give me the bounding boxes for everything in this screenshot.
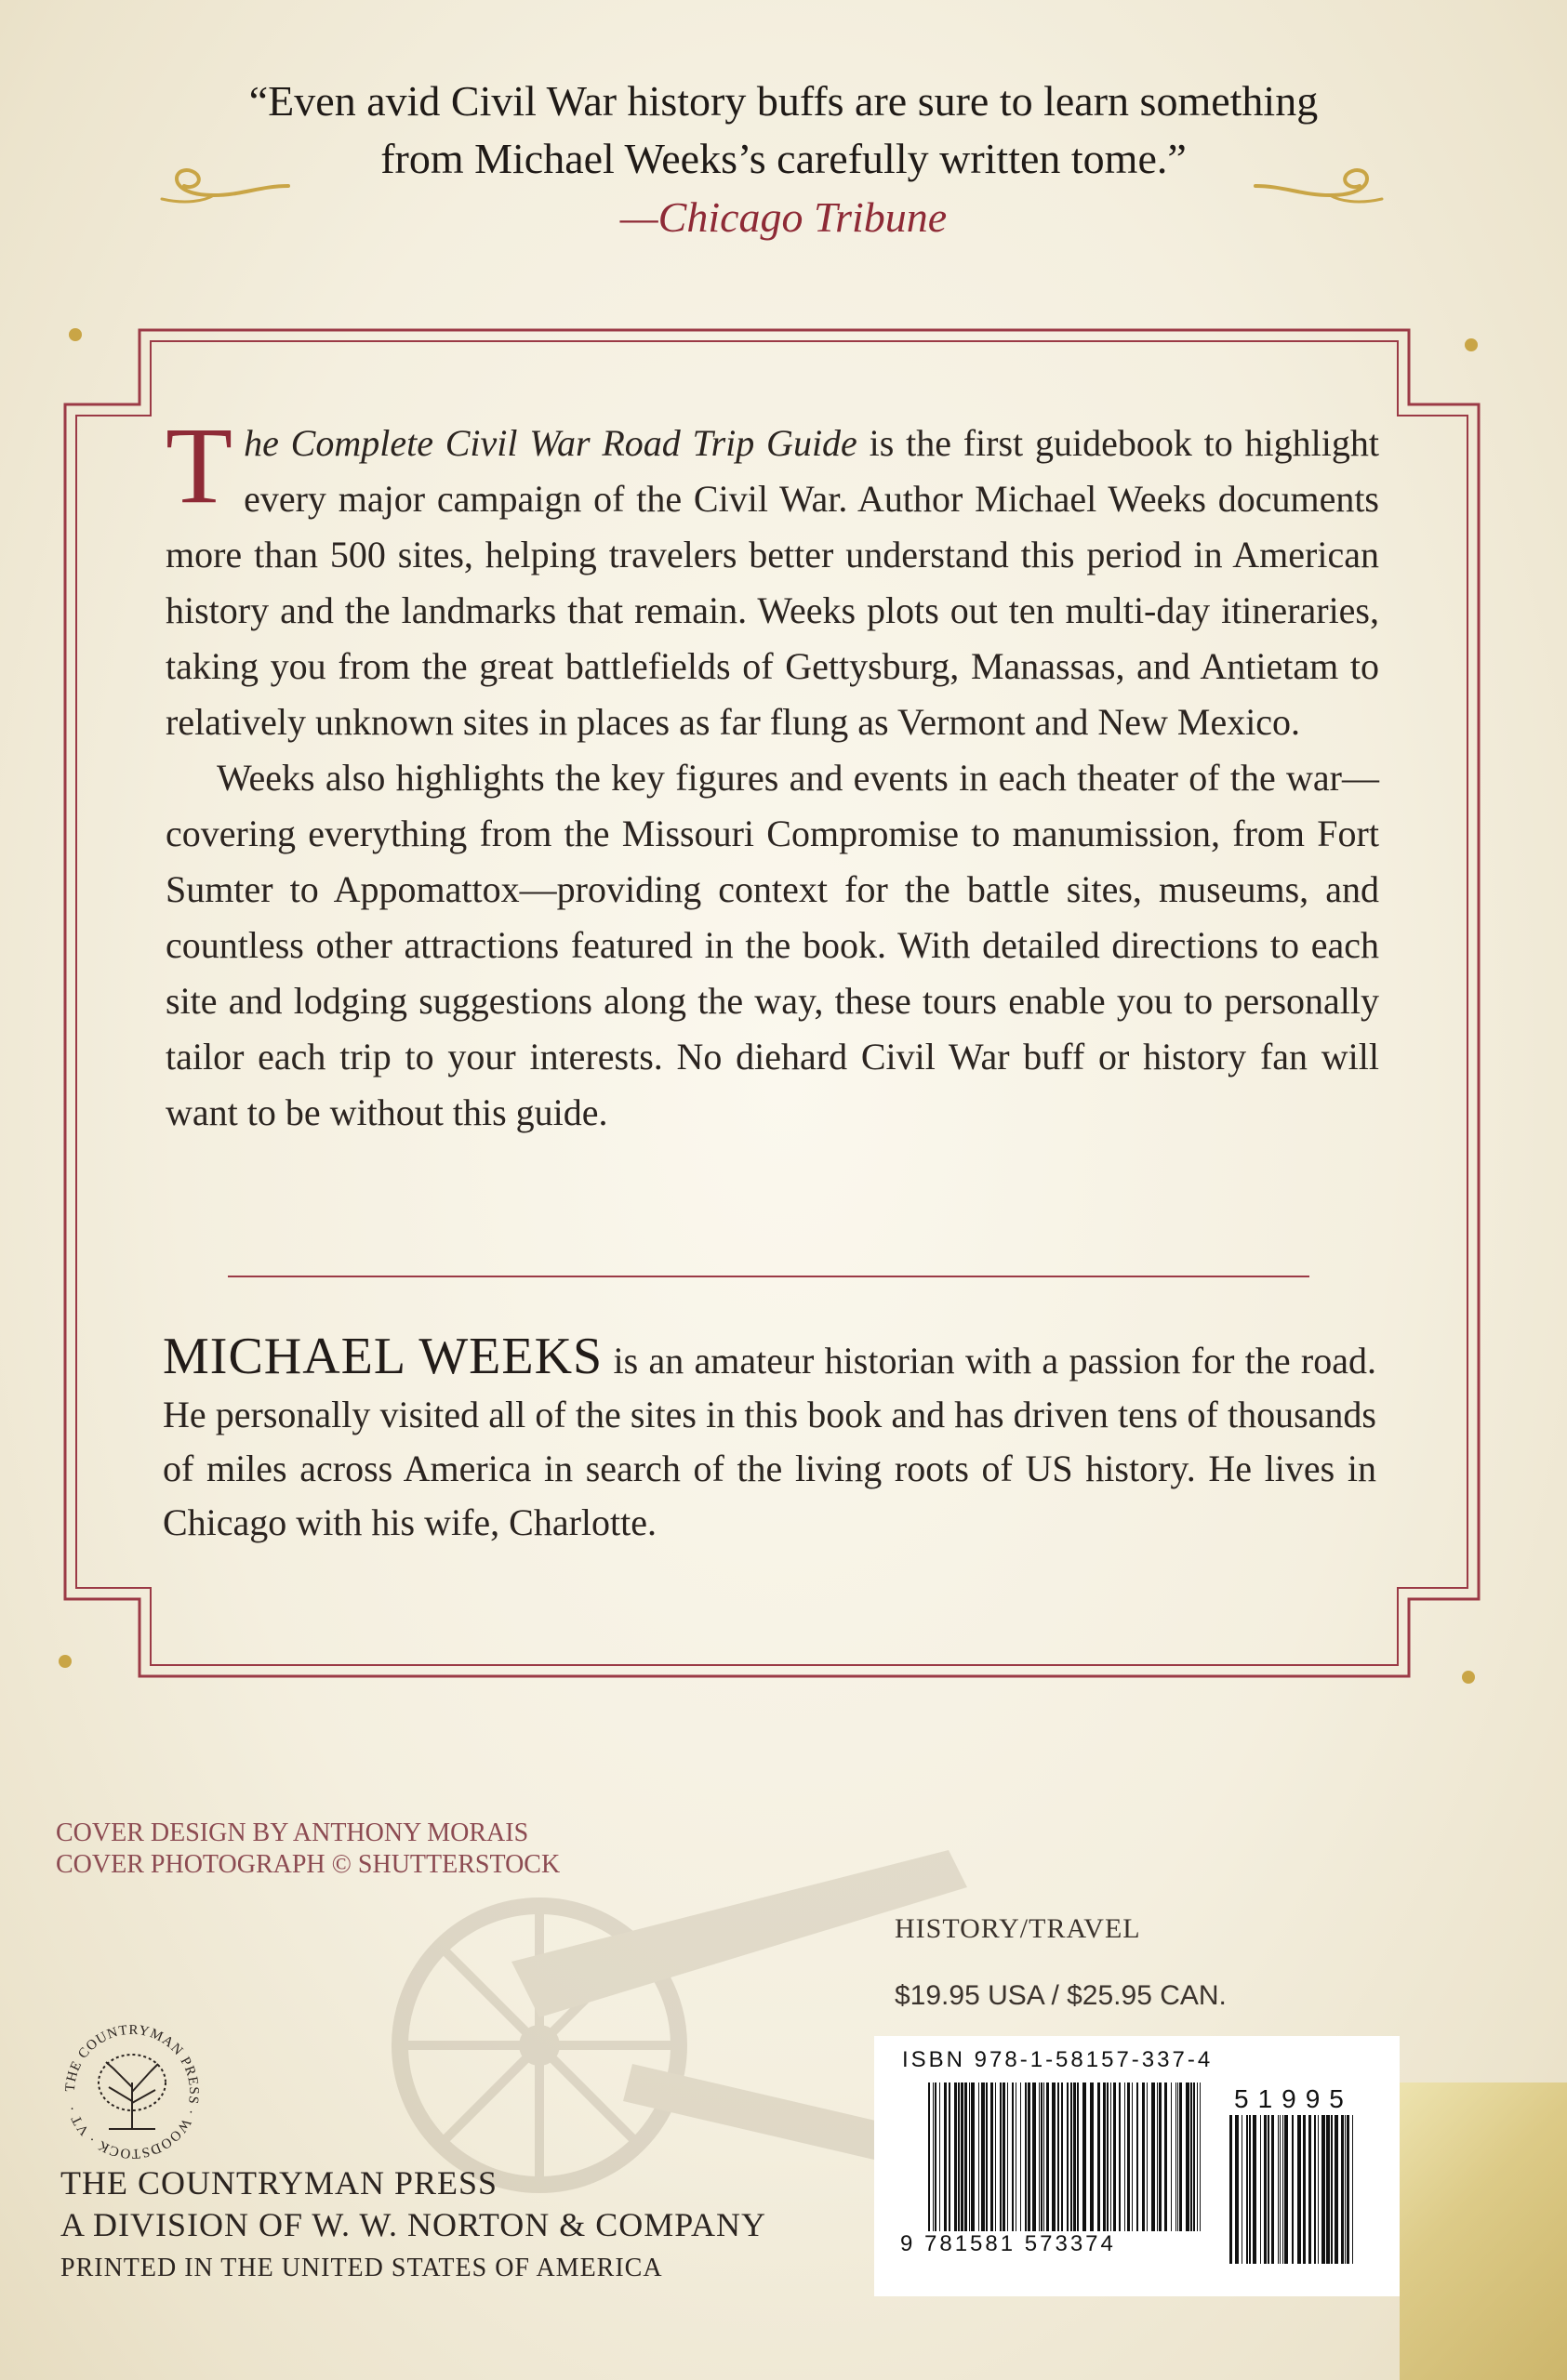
isbn-digits: 9 781581 573374 (900, 2231, 1116, 2256)
barcode-bar (1057, 2082, 1059, 2231)
price-barcode (1228, 2115, 1358, 2264)
book-title: he Complete Civil War Road Trip Guide (244, 422, 857, 464)
barcode-bar (1132, 2082, 1133, 2231)
quote-source: —Chicago Tribune (619, 193, 948, 241)
barcode-bar (1136, 2082, 1138, 2231)
barcode-bar (958, 2082, 960, 2231)
barcode-bar (1292, 2115, 1294, 2264)
author-bio (163, 1329, 1376, 1550)
publisher-info (60, 2162, 766, 2287)
barcode-bar (990, 2082, 993, 2231)
barcode-bar (1314, 2115, 1316, 2264)
barcode-bar (986, 2082, 988, 2231)
corner-dot-bottom-left (59, 1655, 72, 1668)
corner-dot-bottom-right (1462, 1671, 1475, 1684)
quote-line-1: “Even avid Civil War history buffs are sure to learn something (248, 77, 1319, 125)
barcode-bar (1264, 2115, 1267, 2264)
barcode-bar (1246, 2115, 1248, 2264)
barcode-bar (1127, 2082, 1130, 2231)
barcode-bar (1345, 2115, 1346, 2264)
barcode-bar (1157, 2082, 1158, 2231)
barcode-bar (1043, 2082, 1044, 2231)
barcode-bar (1278, 2115, 1279, 2264)
barcode-bar (1249, 2115, 1251, 2264)
barcode-bar (1282, 2115, 1283, 2264)
barcode-bar (1070, 2082, 1072, 2231)
price-code-digits: 51995 (1234, 2084, 1353, 2113)
gold-corner-texture (1400, 2082, 1567, 2380)
barcode-bar (1061, 2082, 1063, 2231)
barcode-bar (1000, 2082, 1002, 2231)
barcode-bar (1110, 2082, 1111, 2231)
barcode-bar (1103, 2082, 1106, 2231)
publisher-name: THE COUNTRYMAN PRESS (60, 2164, 498, 2202)
barcode-bar (1142, 2082, 1145, 2231)
cover-design-credit: COVER DESIGN BY ANTHONY MORAIS (56, 1818, 529, 1847)
printed-in: PRINTED IN THE UNITED STATES OF AMERICA (60, 2254, 663, 2282)
barcode-bar (1046, 2082, 1049, 2231)
barcode-bar (933, 2082, 934, 2231)
quote-line-2: from Michael Weeks’s carefully written tome.” (380, 135, 1187, 182)
barcode-bar (1052, 2082, 1056, 2231)
book-price: $19.95 USA / $25.95 CAN. (895, 1980, 1227, 2011)
barcode-bar (1321, 2115, 1325, 2264)
flourish-right-ornament (1246, 158, 1395, 214)
barcode-bar (1039, 2082, 1040, 2231)
barcode-bar (944, 2082, 947, 2231)
flourish-left-ornament (149, 158, 298, 214)
barcode-bar (1175, 2082, 1176, 2231)
barcode-bar (1335, 2115, 1338, 2264)
barcode-bar (1007, 2082, 1008, 2231)
barcode-bar (1164, 2082, 1167, 2231)
barcode-bar (981, 2082, 985, 2231)
author-bio-text: is an amateur historian with a passion for the road. He personally visited all of the sites in this book and has driven tens of thousands of miles across America in search of the living roots of US history. He lives in Chicago with his wife, Charlotte. (163, 1340, 1376, 1543)
book-description (166, 404, 1379, 1141)
barcode-bar (969, 2082, 970, 2231)
barcode-bar (1297, 2115, 1301, 2264)
barcode-bar (1260, 2115, 1261, 2264)
barcode-bar (1308, 2115, 1311, 2264)
cover-photo-credit: COVER PHOTOGRAPH © SHUTTERSTOCK (56, 1850, 561, 1879)
barcode-bar (1082, 2082, 1086, 2231)
barcode-bar (971, 2082, 975, 2231)
barcode-bar (939, 2082, 940, 2231)
review-quote (167, 73, 1400, 247)
barcode-bar (1003, 2082, 1005, 2231)
barcode-bar (1229, 2115, 1232, 2264)
barcode-bar (1147, 2082, 1148, 2231)
drop-cap: T (166, 404, 233, 526)
barcode-bar (928, 2082, 930, 2231)
publisher-division: A DIVISION OF W. W. NORTON & COMPANY (60, 2206, 766, 2243)
corner-dot-top-right (1465, 338, 1478, 351)
barcode-bar (1020, 2082, 1021, 2231)
barcode-bar (1186, 2082, 1189, 2231)
barcode-bar (1341, 2115, 1344, 2264)
barcode-bar (1268, 2115, 1269, 2264)
countryman-press-seal-logo (58, 2017, 206, 2166)
isbn-label: ISBN 978-1-58157-337-4 (902, 2047, 1214, 2072)
barcode-bar (1107, 2082, 1109, 2231)
barcode-bar (1352, 2115, 1353, 2264)
barcode-bar (961, 2082, 963, 2231)
barcode-bar (1177, 2082, 1178, 2231)
svg-text:THE COUNTRYMAN PRESS · WOODSTO: THE COUNTRYMAN PRESS · WOODSTOCK · VT · (62, 2022, 202, 2162)
barcode-bar (1012, 2082, 1014, 2231)
barcode-bar (1113, 2082, 1116, 2231)
barcode-bar (1151, 2082, 1155, 2231)
barcode-bar (1067, 2082, 1069, 2231)
barcode-bar (1171, 2082, 1172, 2231)
barcode-bar (1097, 2082, 1100, 2231)
barcode-bar (1025, 2082, 1027, 2231)
barcode-bar (1073, 2082, 1076, 2231)
barcode-bar (1077, 2082, 1079, 2231)
barcode-bar (978, 2082, 979, 2231)
barcode-bar (1347, 2115, 1349, 2264)
author-name: MICHAEL WEEKS (163, 1328, 604, 1385)
book-category: HISTORY/TRAVEL (895, 1913, 1141, 1944)
barcode-bar (1331, 2115, 1333, 2264)
barcode-bar (1200, 2082, 1201, 2231)
corner-dot-top-left (69, 328, 82, 341)
barcode-bar (1028, 2082, 1030, 2231)
barcode-bar (1124, 2082, 1125, 2231)
barcode-bar (1235, 2115, 1239, 2264)
barcode-bar (1271, 2115, 1274, 2264)
barcode-bar (1159, 2082, 1162, 2231)
barcode-bar (935, 2082, 936, 2231)
barcode-bar (1190, 2082, 1192, 2231)
barcode-bar (964, 2082, 967, 2231)
barcode-bar (1284, 2115, 1288, 2264)
barcode-bar (949, 2082, 950, 2231)
barcode-bar (1179, 2082, 1182, 2231)
barcode-bar (1193, 2082, 1195, 2231)
barcode-bar (1318, 2115, 1319, 2264)
description-paragraph-2: Weeks also highlights the key figures and events in each theater of the war—covering everything from the Missouri Compromise to manumission, from Fort Sumter to Appomattox—providing context for the battle sites, museums, and countless other attractions featured in the book. With detailed directions to each site and lodging suggestions along the way, these tours enable you to personally tailor each trip to your interests. No diehard Civil War buff or history fan will want to be without this guide. (166, 757, 1379, 1133)
barcode-bar (1032, 2082, 1036, 2231)
barcode-bar (1041, 2082, 1042, 2231)
barcode-bar (1253, 2115, 1256, 2264)
barcode-bar (954, 2082, 957, 2231)
section-divider (228, 1276, 1309, 1277)
barcode-bar (1326, 2115, 1330, 2264)
barcode-bar (995, 2082, 996, 2231)
description-paragraph-1 (166, 404, 1379, 750)
barcode-bar (1090, 2082, 1094, 2231)
barcode-bar (1197, 2082, 1198, 2231)
barcode-bar (1303, 2115, 1306, 2264)
barcode-bar (1119, 2082, 1121, 2231)
description-text-1: is the first guidebook to highlight every major campaign of the Civil War. Author Michael Weeks documents more than 500 sites, helping travelers better understand this period in American history and the landmarks that remain. Weeks plots out ten multi-day itineraries, taking you from the great battlefields of Gettysburg, Manassas, and Antietam to relatively unknown sites in places as far flung as Vermont and New Mexico. (166, 422, 1379, 743)
barcode-bar (1280, 2115, 1281, 2264)
